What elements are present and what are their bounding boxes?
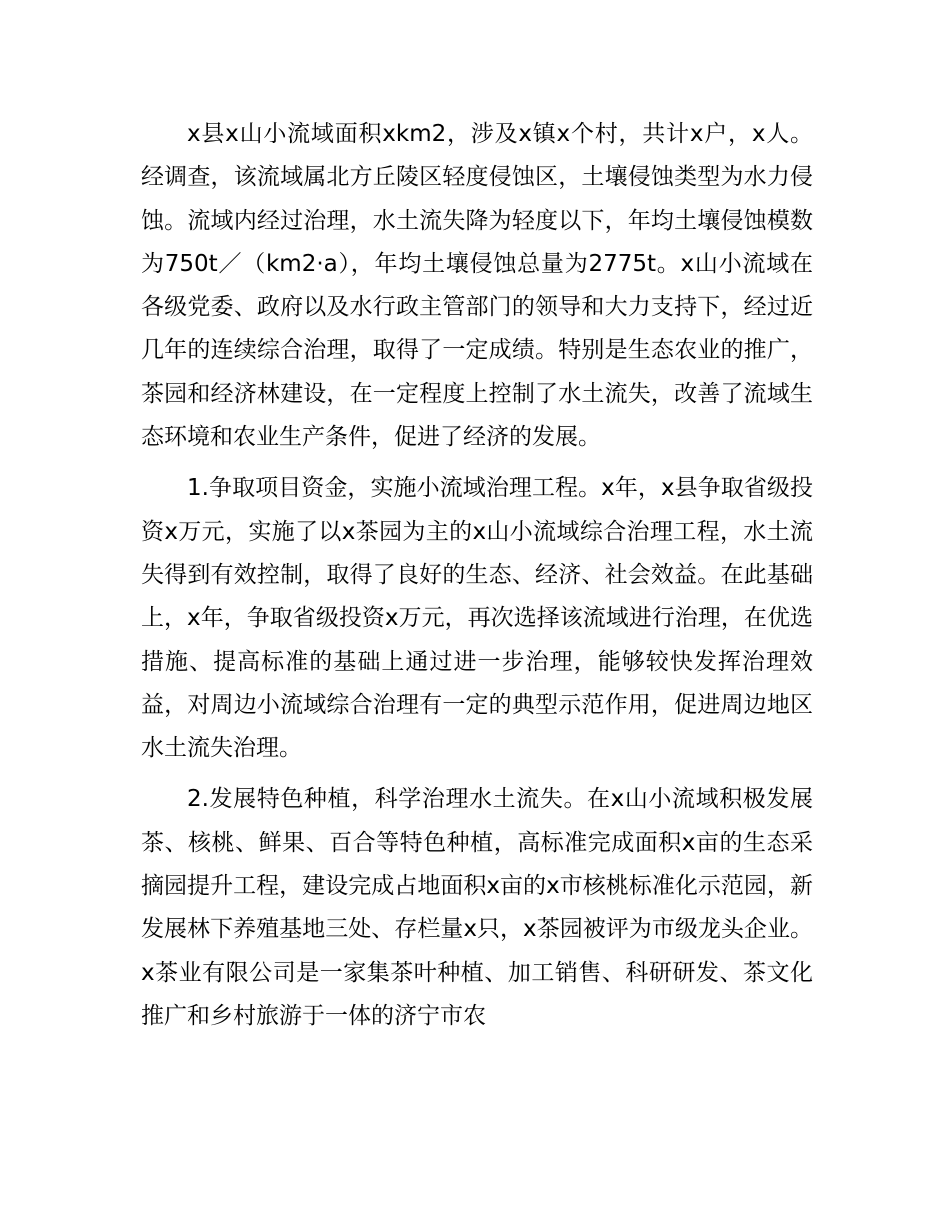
document-body xyxy=(141,113,813,1046)
paragraph-specialty-planting: 2.发展特色种植，科学治理水土流失。在x山小流域积极发展茶、核桃、鲜果、百合等特色种植，高标准完成面积x亩的生态采摘园提升工程，建设完成占地面积x亩的x市核桃标准化示范园，新发展林下养殖基地三处、存栏量x只，x茶园被评为市级龙头企业。x茶业有限公司是一家集茶叶种植、加工销售、科研研发、茶文化推广和乡村旅游于一体的济宁市农 xyxy=(141,786,813,1029)
paragraph-project-funding: 1.争取项目资金，实施小流域治理工程。x年，x县争取省级投资x万元，实施了以x茶园为主的x山小流域综合治理工程，水土流失得到有效控制，取得了良好的生态、经济、社会效益。在此基础上，x年，争取省级投资x万元，再次选择该流域进行治理，在优选措施、提高标准的基础上通过进一步治理，能够较快发挥治理效益，对周边小流域综合治理有一定的典型示范作用，促进周边地区水土流失治理。 xyxy=(141,475,813,762)
paragraph-overview: x县x山小流域面积xkm2，涉及x镇x个村，共计x户，x人。经调查，该流域属北方丘陵区轻度侵蚀区，土壤侵蚀类型为水力侵蚀。流域内经过治理，水土流失降为轻度以下，年均土壤侵蚀模数为750t／（km2·a），年均土壤侵蚀总量为2775t。x山小流域在各级党委、政府以及水行政主管部门的领导和大力支持下，经过近几年的连续综合治理，取得了一定成绩。特别是生态农业的推广，茶园和经济林建设，在一定程度上控制了水土流失，改善了流域生态环境和农业生产条件，促进了经济的发展。 xyxy=(141,121,813,451)
